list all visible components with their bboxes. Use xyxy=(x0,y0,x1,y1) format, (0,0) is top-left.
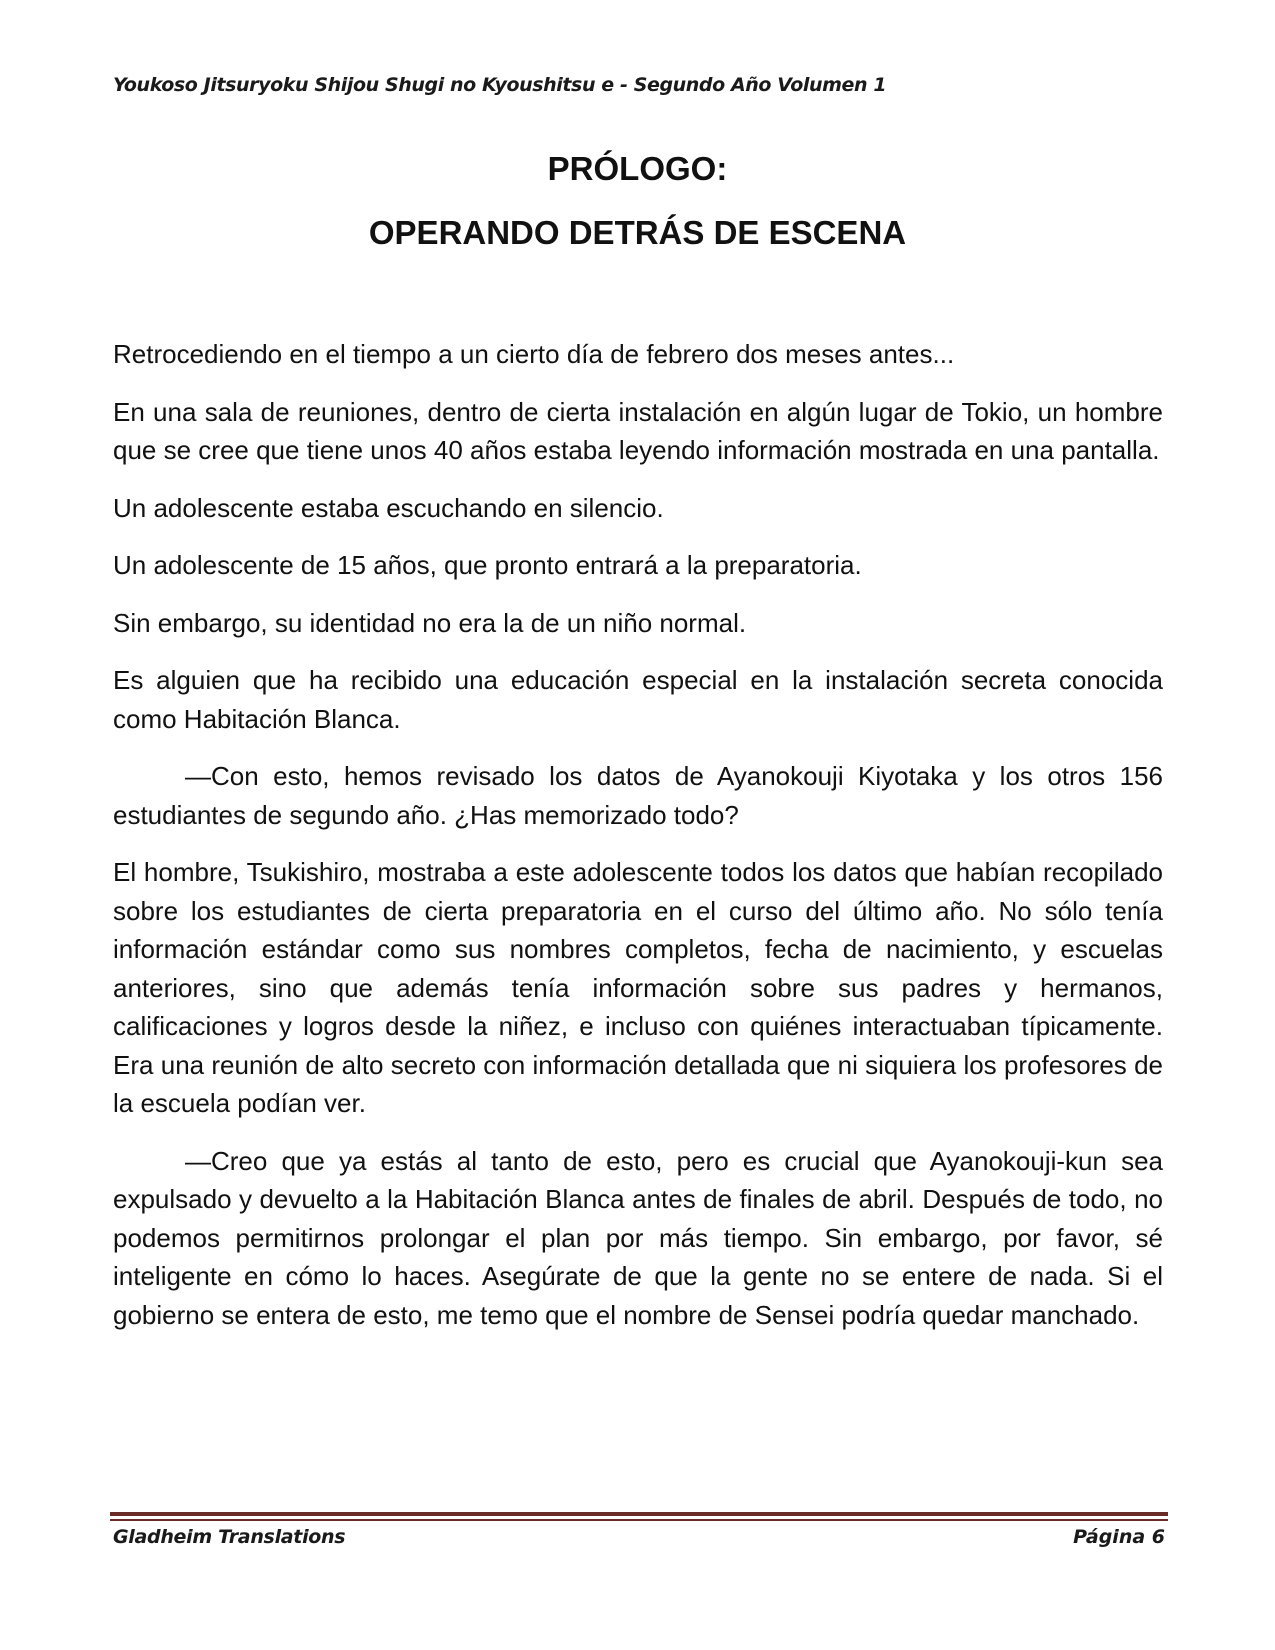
paragraph: En una sala de reuniones, dentro de cierta instalación en algún lugar de Tokio, un hombre que se cree que tiene unos 40 años estaba leyendo información mostrada en una pantalla. xyxy=(113,396,1163,465)
chapter-subtitle: OPERANDO DETRÁS DE ESCENA xyxy=(368,214,907,251)
footer-credit: Gladheim Translations xyxy=(113,1526,346,1548)
paragraph: Un adolescente de 15 años, que pronto entrará a la preparatoria. xyxy=(113,550,862,580)
paragraph: Sin embargo, su identidad no era la de un niño normal. xyxy=(113,607,747,638)
body-text xyxy=(113,335,1163,1353)
footer-divider xyxy=(110,1512,1168,1516)
paragraph: El hombre, Tsukishiro, mostraba a este adolescente todos los datos que habían recopilado sobre los estudiantes de cierta preparatoria en el curso del último año. No sólo tenía información estándar como sus nombres completos, fecha de nacimiento, y escuelas anteriores, sino que además tenía información sobre sus padres y hermanos, calificaciones y logros desde la niñez, e incluso con quiénes interactuaban típicamente. Era una reunión de alto secreto con información detallada que ni siquiera los profesores de la escuela podían ver. xyxy=(113,857,1163,1118)
paragraph: Es alguien que ha recibido una educación especial en la instalación secreta conocida como Habitación Blanca. xyxy=(113,665,1163,734)
page-number: Página 6 xyxy=(1073,1526,1165,1548)
running-header: Youkoso Jitsuryoku Shijou Shugi no Kyoushitsu e - Segundo Año Volumen 1 xyxy=(113,74,887,96)
paragraph: Un adolescente estaba escuchando en silencio. xyxy=(113,492,664,523)
paragraph: Retrocediendo en el tiempo a un cierto día de febrero dos meses antes... xyxy=(113,339,955,369)
dialogue-paragraph: —Con esto, hemos revisado los datos de Ayanokouji Kiyotaka y los otros 156 estudiantes de segundo año. ¿Has memorizado todo? xyxy=(113,761,1163,830)
chapter-title: PRÓLOGO: xyxy=(547,150,728,187)
footer-divider-thin xyxy=(110,1519,1168,1521)
dialogue-paragraph: —Creo que ya estás al tanto de esto, pero es crucial que Ayanokouji-kun sea expulsado y devuelto a la Habitación Blanca antes de finales de abril. Después de todo, no podemos permitirnos prolongar el plan por más tiempo. Sin embargo, por favor, sé inteligente en cómo lo haces. Asegúrate de que la gente no se entere de nada. Si el gobierno se entera de esto, me temo que el nombre de Sensei podría quedar manchado. xyxy=(113,1145,1163,1330)
